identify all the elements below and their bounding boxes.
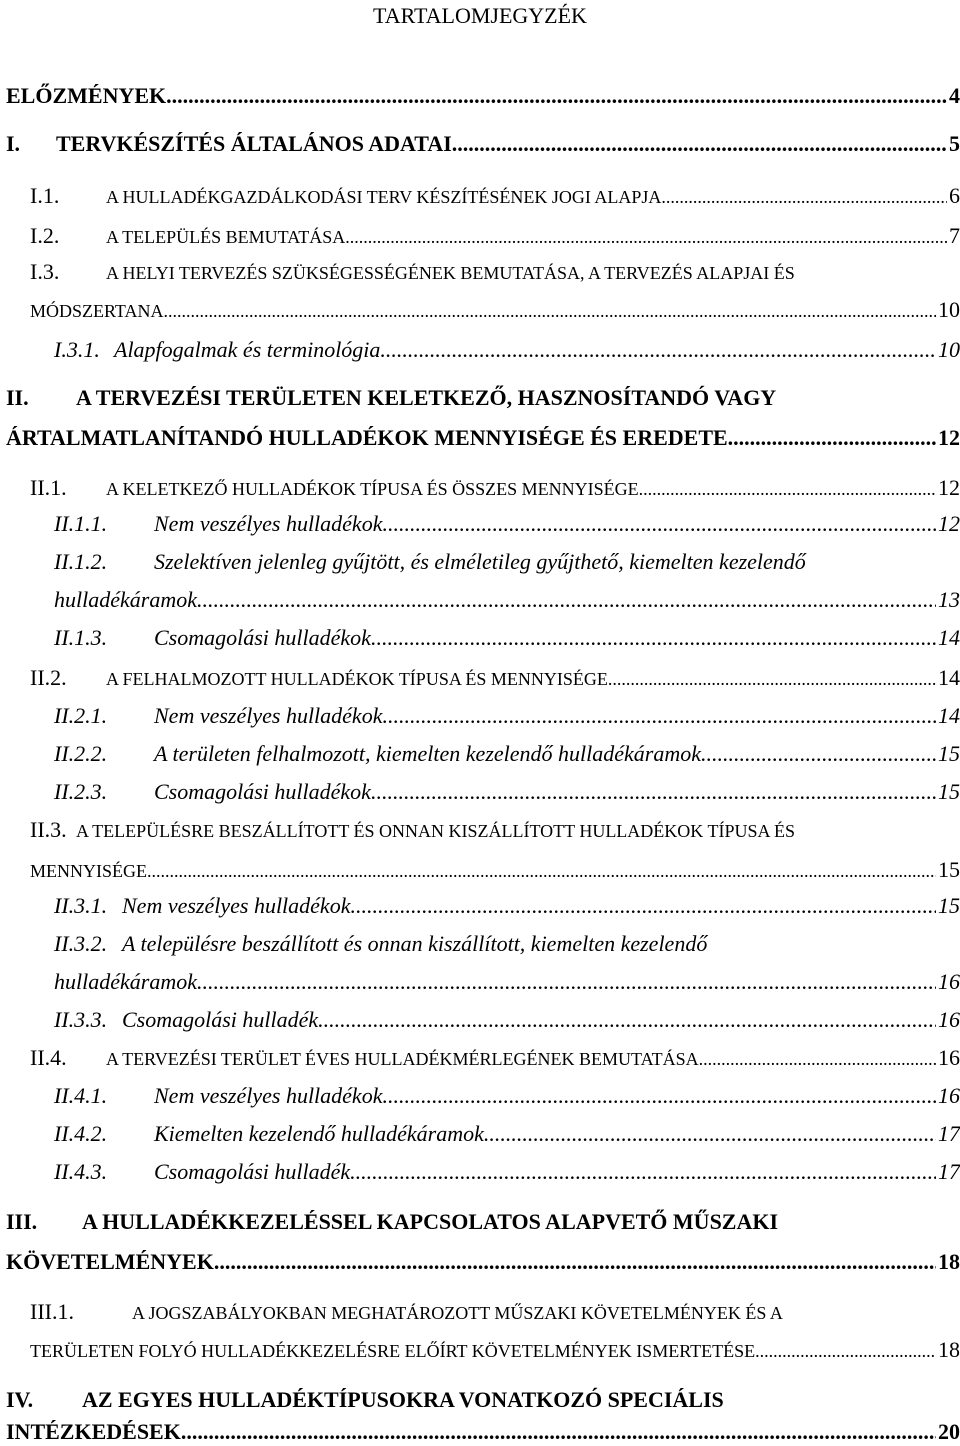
toc-leader — [350, 1158, 936, 1186]
toc-entry-2-1[interactable] — [30, 474, 960, 502]
toc-entry-text: Nem veszélyes hulladékok — [122, 893, 351, 918]
toc-entry-text: A JOGSZABÁLYOKBAN MEGHATÁROZOTT MŰSZAKI KÖVETELMÉNYEK ÉS A — [132, 1303, 783, 1323]
toc-page-number: 17 — [938, 1159, 960, 1184]
toc-entry-2-3-3[interactable] — [54, 1006, 960, 1034]
toc-page-number: 6 — [949, 183, 960, 208]
toc-leader — [163, 297, 936, 325]
toc-entry-number: I.3.1. — [54, 337, 100, 362]
toc-leader — [371, 778, 936, 806]
toc-entry-text: A KELETKEZŐ HULLADÉKOK TÍPUSA ÉS ÖSSZES MENNYISÉGE — [106, 479, 639, 499]
toc-entry-number: III.1. — [30, 1299, 74, 1324]
toc-page-number: 15 — [938, 893, 960, 918]
toc-entry-2-3-2[interactable] — [54, 930, 960, 958]
toc-entry-text: Nem veszélyes hulladékok — [154, 511, 383, 536]
toc-entry-4[interactable] — [6, 1386, 960, 1414]
toc-leader — [318, 1006, 936, 1034]
toc-page-number: 15 — [938, 779, 960, 804]
toc-entry-number: II.4.1. — [54, 1083, 108, 1108]
toc-entry-text: A TELEPÜLÉS BEMUTATÁSA — [106, 227, 346, 247]
toc-entry-1-3[interactable] — [30, 258, 960, 286]
toc-entry-2-3-cont[interactable] — [30, 856, 960, 884]
toc-title: TARTALOMJEGYZÉK — [373, 3, 587, 28]
toc-page-number: 16 — [938, 1007, 960, 1032]
toc-entry-number: II.4.2. — [54, 1121, 108, 1146]
toc-entry-2-1-3[interactable] — [54, 624, 960, 652]
toc-leader — [214, 1248, 936, 1276]
toc-leader — [166, 82, 947, 110]
toc-page-number: 15 — [938, 741, 960, 766]
toc-entry-number: II.2.3. — [54, 779, 108, 804]
toc-leader — [345, 223, 947, 251]
toc-leader — [699, 1045, 936, 1073]
toc-entry-number: II.2.2. — [54, 741, 108, 766]
toc-entry-number: II.1. — [30, 475, 67, 500]
toc-entry-text: A településre beszállított és onnan kiszállított, kiemelten kezelendő — [122, 931, 708, 956]
toc-entry-number: II.2.1. — [54, 703, 108, 728]
toc-leader — [350, 892, 936, 920]
toc-entry-text: A területen felhalmozott, kiemelten kezelendő hulladékáramok — [154, 741, 701, 766]
toc-entry-text: AZ EGYES HULLADÉKTÍPUSOKRA VONATKOZÓ SPECIÁLIS — [82, 1387, 724, 1412]
toc-page-number: 14 — [938, 625, 960, 650]
toc-entry-text-cont: KÖVETELMÉNYEK — [6, 1249, 214, 1274]
toc-entry-4-cont[interactable] — [6, 1418, 960, 1446]
toc-entry-text-cont: INTÉZKEDÉSEK — [6, 1419, 181, 1444]
toc-page-number: 14 — [938, 665, 960, 690]
toc-leader — [197, 968, 936, 996]
toc-entry-text: TERVKÉSZÍTÉS ÁLTALÁNOS ADATAI — [56, 131, 452, 156]
toc-page-number: 20 — [938, 1419, 960, 1444]
toc-entry-text-cont: ÁRTALMATLANÍTANDÓ HULLADÉKOK MENNYISÉGE ÉS EREDETE — [6, 425, 728, 450]
toc-entry-number: I.1. — [30, 183, 60, 208]
toc-entry-2-1-2[interactable] — [54, 548, 960, 576]
toc-entry-2-2-1[interactable] — [54, 702, 960, 730]
toc-entry-text-cont: TERÜLETEN FOLYÓ HULLADÉKKEZELÉSRE ELŐÍRT KÖVETELMÉNYEK ISMERTETÉSE — [30, 1341, 756, 1361]
toc-page-number: 5 — [949, 131, 960, 156]
toc-leader — [728, 424, 936, 452]
toc-entry-text: Csomagolási hulladék — [122, 1007, 319, 1032]
toc-leader — [382, 510, 936, 538]
toc-leader — [197, 586, 936, 614]
toc-page-number: 16 — [938, 1045, 960, 1070]
toc-leader — [181, 1418, 936, 1446]
toc-entry-2-3-2-cont[interactable] — [54, 968, 960, 996]
toc-page-number: 12 — [938, 475, 960, 500]
toc-entry-number: II.1.3. — [54, 625, 108, 650]
toc-page-number: 13 — [938, 587, 960, 612]
toc-entry-1-2[interactable] — [30, 222, 960, 250]
toc-leader — [147, 857, 936, 885]
toc-entry-text: A TELEPÜLÉSRE BESZÁLLÍTOTT ÉS ONNAN KISZÁLLÍTOTT HULLADÉKOK TÍPUSA ÉS — [76, 821, 795, 841]
toc-entry-number: II.4. — [30, 1045, 67, 1070]
toc-page-number: 18 — [938, 1249, 960, 1274]
toc-entry-3-1[interactable] — [30, 1298, 960, 1326]
toc-entry-2-cont[interactable] — [6, 424, 960, 452]
toc-entry-text: Csomagolási hulladékok — [154, 779, 371, 804]
toc-entry-number: II.3. — [30, 817, 67, 842]
toc-page-number: 10 — [938, 337, 960, 362]
toc-entry-1-1[interactable] — [30, 182, 960, 210]
toc-entry-2-4-2[interactable] — [54, 1120, 960, 1148]
toc-entry-1-3-1[interactable] — [54, 336, 960, 364]
toc-entry-number: I.2. — [30, 223, 60, 248]
toc-leader — [380, 336, 936, 364]
toc-entry-2-2-3[interactable] — [54, 778, 960, 806]
toc-entry-number: II.1.2. — [54, 549, 108, 574]
toc-entry-elozmenyek[interactable] — [6, 82, 960, 110]
toc-entry-text-cont: hulladékáramok — [54, 969, 197, 994]
toc-entry-text: A FELHALMOZOTT HULLADÉKOK TÍPUSA ÉS MENNYISÉGE — [106, 669, 608, 689]
toc-page-number: 15 — [938, 857, 960, 882]
toc-page-number: 4 — [949, 83, 960, 108]
toc-entry-2-1-2-cont[interactable] — [54, 586, 960, 614]
toc-entry-number: II.3.3. — [54, 1007, 108, 1032]
toc-entry-number: I.3. — [30, 259, 60, 284]
toc-page-number: 16 — [938, 969, 960, 994]
toc-entry-text: A HELYI TERVEZÉS SZÜKSÉGESSÉGÉNEK BEMUTATÁSA, A TERVEZÉS ALAPJAI ÉS — [106, 263, 795, 283]
toc-entry-2-3[interactable] — [30, 816, 960, 844]
toc-leader — [452, 130, 947, 158]
toc-page-number: 12 — [938, 511, 960, 536]
toc-entry-text: Csomagolási hulladék — [154, 1159, 351, 1184]
toc-entry-2-2-2[interactable] — [54, 740, 960, 768]
toc-entry-number: II.3.1. — [54, 893, 108, 918]
toc-entry-text: Csomagolási hulladékok — [154, 625, 371, 650]
toc-leader — [382, 1082, 936, 1110]
toc-page-number: 14 — [938, 703, 960, 728]
toc-page-number: 12 — [938, 425, 960, 450]
toc-entry-text: Nem veszélyes hulladékok — [154, 703, 383, 728]
toc-page-number: 18 — [938, 1337, 960, 1362]
toc-leader — [382, 702, 936, 730]
toc-entry-2[interactable] — [6, 384, 960, 412]
toc-page-number: 7 — [949, 223, 960, 248]
toc-entry-text: A TERVEZÉSI TERÜLET ÉVES HULLADÉKMÉRLEGÉNEK BEMUTATÁSA — [106, 1049, 699, 1069]
toc-entry-text: A TERVEZÉSI TERÜLETEN KELETKEZŐ, HASZNOSÍTANDÓ VAGY — [76, 385, 777, 410]
toc-entry-2-4-3[interactable] — [54, 1158, 960, 1186]
toc-entry-text: Alapfogalmak és terminológia — [114, 337, 381, 362]
toc-entry-1[interactable] — [6, 130, 960, 158]
toc-leader — [608, 665, 936, 693]
toc-entry-text-cont: MENNYISÉGE — [30, 861, 147, 881]
toc-page-number: 10 — [938, 297, 960, 322]
toc-entry-text: A HULLADÉKKEZELÉSSEL KAPCSOLATOS ALAPVETŐ MŰSZAKI — [82, 1209, 779, 1234]
toc-entry-text-cont: MÓDSZERTANA — [30, 301, 164, 321]
toc-entry-2-3-1[interactable] — [54, 892, 960, 920]
toc-entry-2-2[interactable] — [30, 664, 960, 692]
toc-entry-2-4-1[interactable] — [54, 1082, 960, 1110]
toc-entry-number: II. — [6, 385, 29, 410]
toc-entry-number: II.2. — [30, 665, 67, 690]
toc-entry-number: II.4.3. — [54, 1159, 108, 1184]
toc-page-number: 17 — [938, 1121, 960, 1146]
toc-entry-1-3-cont[interactable] — [30, 296, 960, 324]
toc-entry-2-4[interactable] — [30, 1044, 960, 1072]
toc-leader — [484, 1120, 936, 1148]
toc-entry-2-1-1[interactable] — [54, 510, 960, 538]
toc-leader — [639, 475, 936, 503]
toc-leader — [755, 1337, 936, 1365]
toc-entry-text: Nem veszélyes hulladékok — [154, 1083, 383, 1108]
toc-leader — [371, 624, 936, 652]
toc-leader — [701, 740, 936, 768]
toc-entry-text: A HULLADÉKGAZDÁLKODÁSI TERV KÉSZÍTÉSÉNEK JOGI ALAPJA — [106, 187, 662, 207]
toc-entry-number: IV. — [6, 1387, 34, 1412]
toc-entry-number: I. — [6, 131, 21, 156]
toc-entry-text: Szelektíven jelenleg gyűjtött, és elméletileg gyűjthető, kiemelten kezelendő — [154, 549, 806, 574]
toc-entry-3-1-cont[interactable] — [30, 1336, 960, 1364]
toc-entry-3-cont[interactable] — [6, 1248, 960, 1276]
toc-entry-text-cont: hulladékáramok — [54, 587, 197, 612]
toc-entry-number: II.3.2. — [54, 931, 108, 956]
toc-entry-number: III. — [6, 1209, 38, 1234]
toc-page-number: 16 — [938, 1083, 960, 1108]
toc-leader — [661, 183, 947, 211]
toc-entry-3[interactable] — [6, 1208, 960, 1236]
toc-entry-text: ELŐZMÉNYEK — [6, 83, 167, 108]
toc-entry-number: II.1.1. — [54, 511, 108, 536]
toc-entry-text: Kiemelten kezelendő hulladékáramok — [154, 1121, 484, 1146]
